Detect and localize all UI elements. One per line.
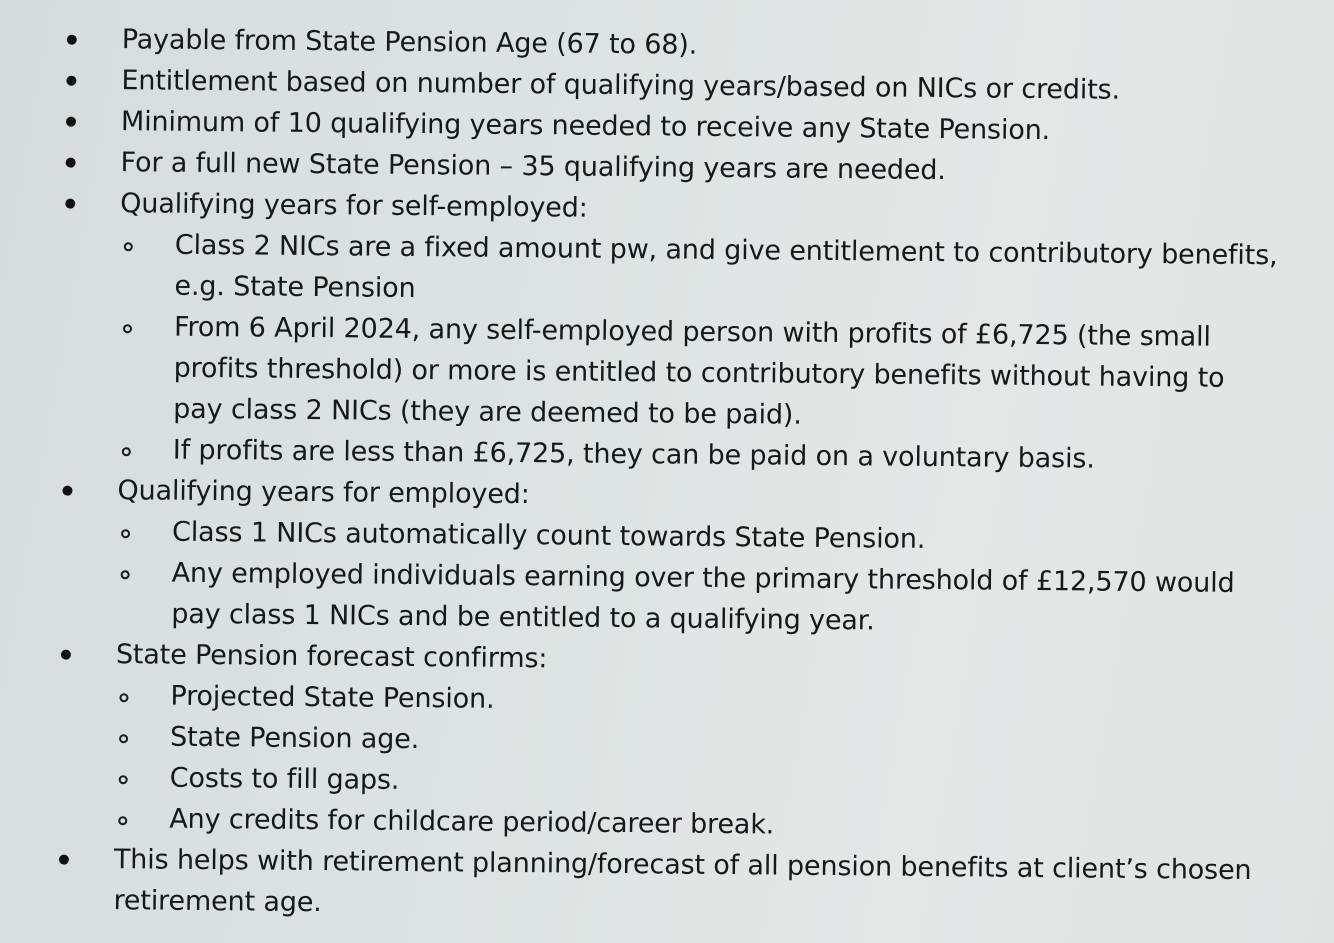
- bullet-item: [0, 182, 1332, 482]
- sub-text: profits threshold) or more is entitled to contributory benefits without having to: [173, 352, 1225, 394]
- bullet-text: Qualifying years for employed:: [117, 475, 530, 511]
- bullet-dot: [65, 199, 75, 209]
- sub-bullet-circle: [121, 570, 130, 579]
- sub-bullet-circle: [124, 242, 133, 251]
- bullet-text: Qualifying years for self-employed:: [120, 188, 588, 224]
- bullet-dot: [66, 76, 76, 86]
- bullet-item: [0, 469, 1330, 646]
- sub-text: State Pension age.: [169, 721, 420, 756]
- bullet-item: [0, 633, 1328, 851]
- sub-text: e.g. State Pension: [174, 270, 416, 305]
- sub-text: From 6 April 2024, any self-employed person with profits of £6,725 (the small: [173, 311, 1211, 353]
- bullet-text: For a full new State Pension – 35 qualifying years are needed.: [120, 147, 946, 187]
- sub-bullet-circle: [123, 324, 132, 333]
- document-page: [0, 18, 1334, 933]
- sub-text: Any employed individuals earning over the primary threshold of £12,570 would: [171, 557, 1235, 599]
- sub-bullet-circle: [119, 775, 128, 784]
- bullet-text: State Pension forecast confirms:: [115, 639, 548, 675]
- sub-text: pay class 2 NICs (they are deemed to be paid).: [173, 393, 802, 431]
- bullet-item: [0, 838, 1326, 933]
- bullet-text: Payable from State Pension Age (67 to 68).: [121, 24, 698, 61]
- sub-bullet-circle: [119, 734, 128, 743]
- sub-text: Costs to fill gaps.: [169, 762, 400, 796]
- bullet-dot: [67, 35, 77, 45]
- sub-bullet-circle: [122, 447, 131, 456]
- bullet-text: This helps with retirement planning/forecast of all pension benefits at client’s chosen: [113, 844, 1252, 887]
- sub-bullet-circle: [118, 816, 127, 825]
- bullet-dot: [59, 855, 69, 865]
- bullet-list: [0, 18, 1334, 933]
- sub-text: If profits are less than £6,725, they can be paid on a voluntary basis.: [172, 434, 1095, 475]
- sub-bullet-circle: [121, 529, 130, 538]
- sub-text: Any credits for childcare period/career break.: [169, 803, 775, 841]
- sub-text: Class 1 NICs automatically count towards State Pension.: [171, 516, 926, 555]
- bullet-dot: [66, 158, 76, 168]
- bullet-dot: [66, 117, 76, 127]
- sub-item: [116, 552, 1329, 646]
- sub-text: Class 2 NICs are a fixed amount pw, and give entitlement to contributory benefits,: [174, 229, 1278, 272]
- sub-list: [116, 511, 1329, 646]
- sub-item: [119, 224, 1332, 318]
- bullet-dot: [62, 486, 72, 496]
- sub-list: [114, 675, 1328, 851]
- sub-text: Projected State Pension.: [170, 680, 495, 715]
- bullet-text: Entitlement based on number of qualifying years/based on NICs or credits.: [121, 65, 1121, 106]
- sub-item: [118, 306, 1331, 441]
- sub-list: [118, 224, 1332, 482]
- sub-bullet-circle: [119, 693, 128, 702]
- bullet-text: retirement age.: [113, 885, 322, 919]
- bullet-dot: [61, 650, 71, 660]
- sub-text: pay class 1 NICs and be entitled to a qualifying year.: [171, 598, 875, 637]
- bullet-text: Minimum of 10 qualifying years needed to receive any State Pension.: [120, 106, 1051, 147]
